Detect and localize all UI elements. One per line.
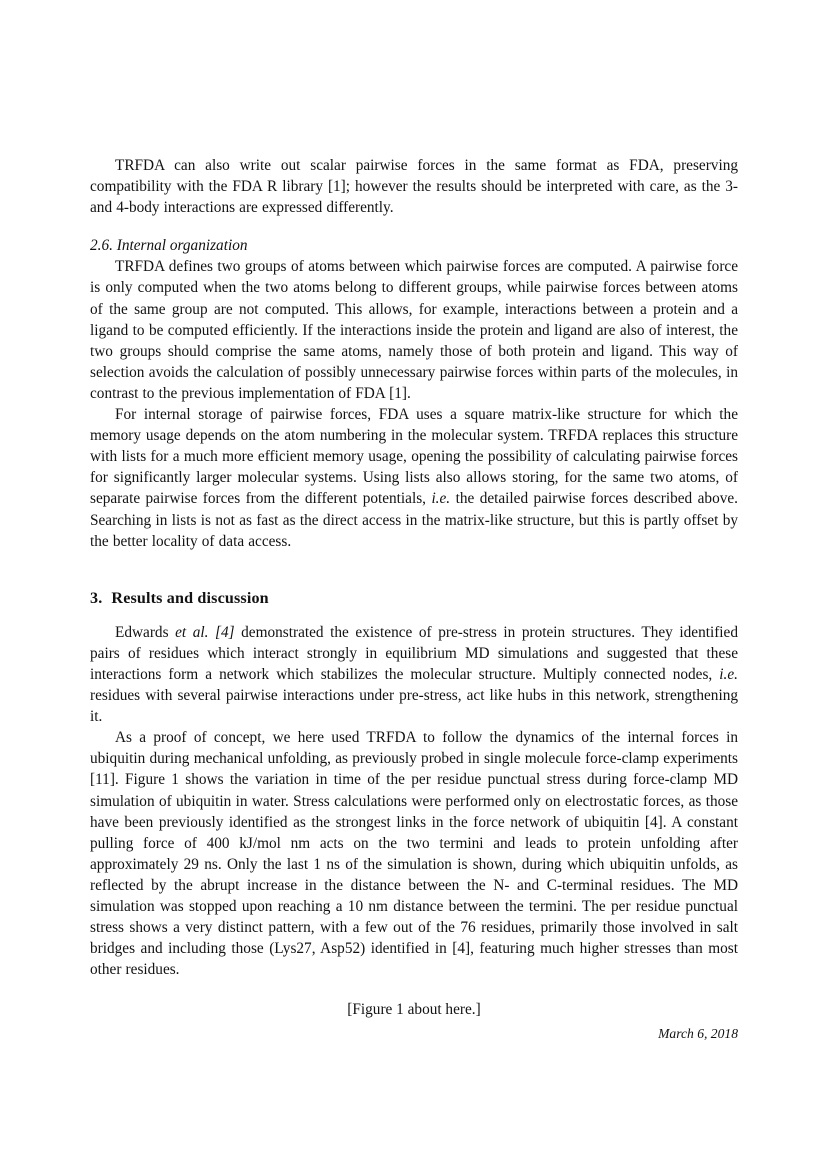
paragraph-segment-2: demonstrated the existence of pre-stress in protein structures. They identified pairs of residues which interact strongly in equilibrium MD simulations and suggested that these interactions form a network which stabilizes the molecular structure. Multiply connected nodes, [90, 623, 738, 683]
figure-placeholder-note: [Figure 1 about here.] [347, 1001, 481, 1019]
paragraph-trfda-scalar-output [90, 155, 738, 218]
document-body [90, 155, 738, 1020]
paragraph-proof-of-concept: As a proof of concept, we here used TRFDA to follow the dynamics of the internal forces in ubiquitin during mechanical unfolding, as previously probed in single molecule force-clamp experiments [11]. Figure 1 shows the variation in time of the per residue punctual stress during force-clamp MD simulation of ubiquitin in water. Stress calculations were performed only on electrostatic forces, as those have been previously identified as the strongest links in the force network of ubiquitin [4]. A constant pulling force of 400 kJ/mol nm acts on the two termini and leads to protein unfolding after approximately 29 ns. Only the last 1 ns of the simulation is shown, during which ubiquitin unfolds, as reflected by the abrupt increase in the distance between the N- and C-terminal residues. The MD simulation was stopped upon reaching a 10 nm distance between the termini. The per residue punctual stress shows a very distinct pattern, with a few out of the 76 residues, primarily those involved in salt bridges and including those (Lys27, Asp52) identified in [4], featuring much higher stresses than most other residues. [90, 729, 738, 979]
paragraph-internal-organization: TRFDA defines two groups of atoms between which pairwise forces are computed. A pairwise force is only computed when the two atoms belong to different groups, while pairwise forces between atoms of the same group are not computed. This allows, for example, interactions between a protein and a ligand to be computed efficiently. If the interactions inside the protein and ligand are also of interest, the two groups should comprise the same atoms, namely those of both protein and ligand. This way of selection avoids the calculation of possibly unnecessary pairwise forces within parts of the molecules, in contrast to the previous implementation of FDA [1]. [90, 258, 738, 402]
paragraph-tail-text: ; however the results should be interpreted with care, as the 3- and 4-body interactions are expressed differently. [90, 178, 738, 217]
footer-date: March 6, 2018 [658, 1026, 738, 1041]
subsection-heading-internal-organization: 2.6. Internal organization [90, 237, 248, 255]
italic-ie-abbreviation: i.e. [719, 665, 738, 683]
paragraph-segment-2: the detailed pairwise forces described above. Searching in lists is not as fast as the direct access in the matrix-like structure, but this is partly offset by the better locality of data access. [90, 490, 738, 550]
paragraph-edwards-prestress [90, 622, 738, 727]
citation-ref-1: [1] [327, 178, 346, 196]
paragraph-internal-storage [90, 404, 738, 552]
page-text-block [90, 0, 738, 1170]
section-heading-results-and-discussion [90, 588, 738, 609]
section-title: Results and discussion [111, 589, 269, 607]
italic-ie-abbreviation: i.e. [431, 490, 451, 508]
paragraph-lead-text: TRFDA can also write out scalar pairwise forces in the same format as FDA, preserving compatibility with the FDA R library [90, 157, 738, 196]
paragraph-segment-3: residues with several pairwise interactions under pre-stress, act like hubs in this network, strengthening it. [90, 687, 738, 726]
paragraph-segment-1: Edwards [115, 623, 176, 641]
paragraph-segment-1: For internal storage of pairwise forces, FDA uses a square matrix-like structure for which the memory usage depends on the atom numbering in the molecular system. TRFDA replaces this structure with lists for a much more efficient memory usage, opening the possibility of calculating pairwise forces for significantly larger molecular systems. Using lists also allows storing, for the same two atoms, of separate pairwise forces from the different potentials, [90, 406, 738, 508]
italic-et-al-citation: et al. [4] [175, 623, 235, 641]
section-number: 3. [90, 589, 103, 607]
